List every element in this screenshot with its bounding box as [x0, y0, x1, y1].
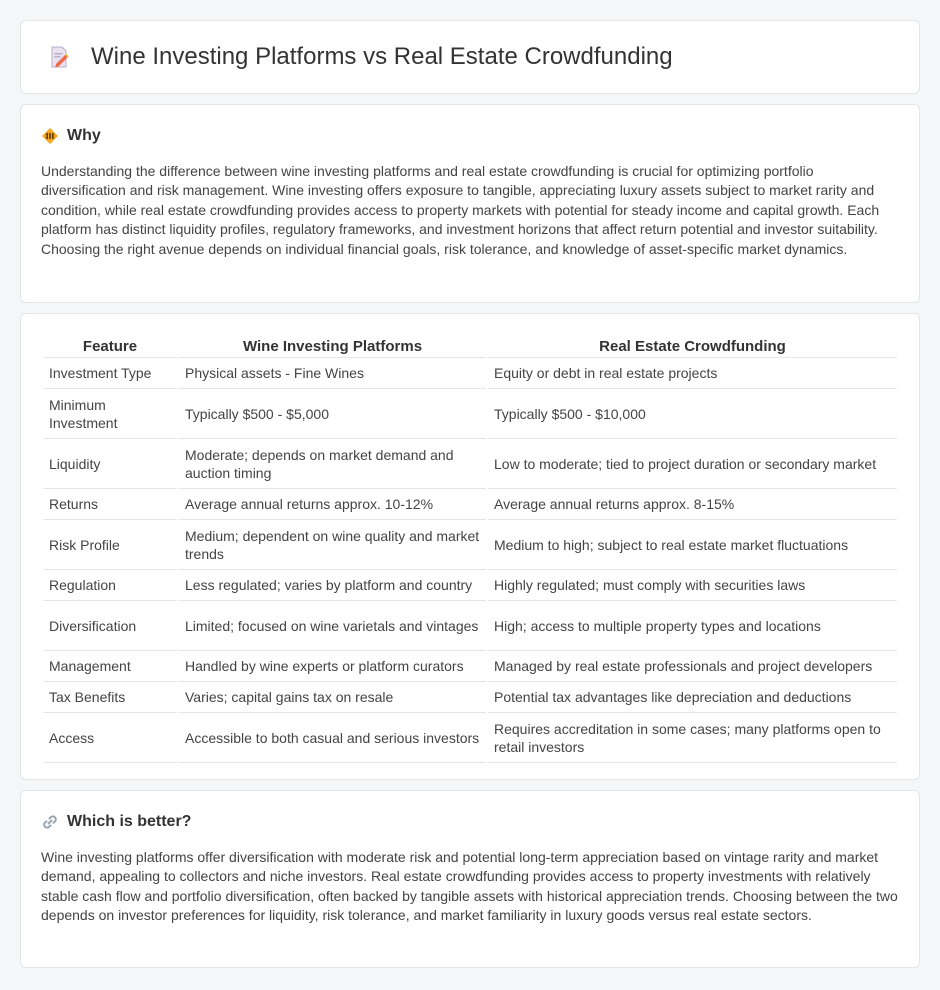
table-cell: Low to moderate; tied to project duration or secondary market: [488, 439, 897, 489]
document-edit-icon: [47, 45, 71, 69]
warning-diamond-icon: [41, 127, 59, 145]
title-card: [20, 20, 920, 94]
table-cell: Handled by wine experts or platform curators: [179, 651, 486, 682]
which-better-section: [20, 790, 920, 968]
page-title: Wine Investing Platforms vs Real Estate Crowdfunding: [91, 43, 673, 70]
why-paragraph: Understanding the difference between wine investing platforms and real estate crowdfunding is crucial for optimizing portfolio diversification and risk management. Wine investing offers exposure to tangible, appreciating luxury assets subject to market rarity and condition, while real estate crowdfunding provides access to property markets with potential for steady income and capital growth. Each platform has distinct liquidity profiles, regulatory frameworks, and investment horizons that affect return potential and investor suitability. Choosing the right avenue depends on individual financial goals, risk tolerance, and knowledge of asset-specific market dynamics.: [41, 163, 880, 257]
table-cell: Liquidity: [43, 439, 177, 489]
table-row: [43, 682, 897, 713]
why-heading: Why: [67, 127, 101, 144]
table-cell: Returns: [43, 489, 177, 520]
link-icon: [41, 813, 59, 831]
header-feature: Feature: [43, 334, 177, 358]
comparison-table: [41, 334, 899, 763]
table-row: [43, 601, 897, 651]
table-cell: Management: [43, 651, 177, 682]
table-row: [43, 713, 897, 763]
table-cell: Medium to high; subject to real estate market fluctuations: [488, 520, 897, 570]
table-cell: Minimum Investment: [43, 389, 177, 439]
table-cell: Varies; capital gains tax on resale: [179, 682, 486, 713]
table-cell: Moderate; depends on market demand and auction timing: [179, 439, 486, 489]
table-row: [43, 358, 897, 389]
header-wine: Wine Investing Platforms: [179, 334, 486, 358]
table-cell: Physical assets - Fine Wines: [179, 358, 486, 389]
table-cell: Risk Profile: [43, 520, 177, 570]
table-cell: Investment Type: [43, 358, 177, 389]
table-cell: Highly regulated; must comply with securities laws: [488, 570, 897, 601]
which-better-heading: Which is better?: [67, 813, 192, 830]
table-cell: Typically $500 - $5,000: [179, 389, 486, 439]
table-cell: High; access to multiple property types and locations: [488, 601, 897, 651]
table-cell: Tax Benefits: [43, 682, 177, 713]
table-cell: Equity or debt in real estate projects: [488, 358, 897, 389]
table-cell: Managed by real estate professionals and project developers: [488, 651, 897, 682]
table-cell: Accessible to both casual and serious investors: [179, 713, 486, 763]
table-cell: Less regulated; varies by platform and country: [179, 570, 486, 601]
table-row: [43, 489, 897, 520]
table-cell: Regulation: [43, 570, 177, 601]
table-cell: Potential tax advantages like depreciation and deductions: [488, 682, 897, 713]
table-cell: Typically $500 - $10,000: [488, 389, 897, 439]
table-cell: Diversification: [43, 601, 177, 651]
table-cell: Medium; dependent on wine quality and market trends: [179, 520, 486, 570]
table-header-row: [43, 334, 897, 358]
why-section: [20, 104, 920, 303]
table-cell: Access: [43, 713, 177, 763]
table-row: [43, 520, 897, 570]
table-cell: Requires accreditation in some cases; many platforms open to retail investors: [488, 713, 897, 763]
table-row: [43, 439, 897, 489]
table-cell: Average annual returns approx. 10-12%: [179, 489, 486, 520]
table-cell: Limited; focused on wine varietals and vintages: [179, 601, 486, 651]
which-better-paragraph: Wine investing platforms offer diversification with moderate risk and potential long-term appreciation based on vintage rarity and market demand, appealing to collectors and niche investors. Real estate crowdfunding provides access to property investments with relatively stable cash flow and portfolio diversification, often backed by tangible assets with historical appreciation trends. Choosing between the two depends on investor preferences for liquidity, risk tolerance, and market familiarity in luxury goods versus real estate sectors.: [41, 849, 898, 924]
table-row: [43, 570, 897, 601]
table-row: [43, 389, 897, 439]
table-row: [43, 651, 897, 682]
comparison-card: [20, 313, 920, 780]
header-real-estate: Real Estate Crowdfunding: [488, 334, 897, 358]
table-cell: Average annual returns approx. 8-15%: [488, 489, 897, 520]
